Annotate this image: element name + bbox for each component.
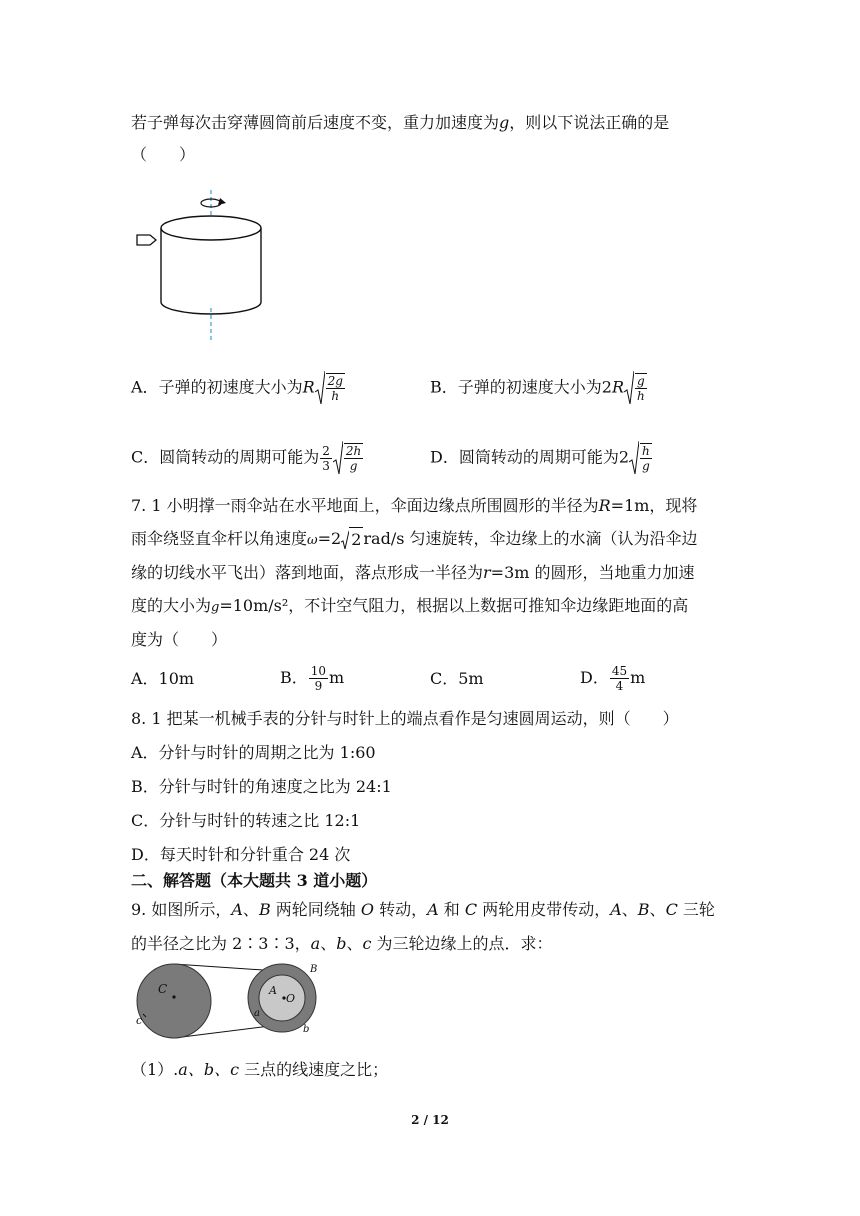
label-b: b — [303, 1024, 310, 1035]
q8-option-a: A．分针与时针的周期之比为 1:60 — [131, 743, 376, 762]
q6-option-d: D．圆筒转动的周期可能为2 $\frac{h}{g}$ — [430, 440, 653, 476]
q9-line-2: 的半径之比为 2∶3∶3，a、b、c 为三轮边缘上的点．求： — [131, 934, 553, 953]
q6-stem: 若子弹每次击穿薄圆筒前后速度不变，重力加速度为g，则以下说法正确的是 — [131, 113, 670, 132]
section-heading: 二、解答题（本大题共 3 道小题） — [131, 871, 378, 890]
q7-option-a: A．10m — [131, 669, 195, 688]
label-A: A — [269, 984, 277, 997]
q8-option-d: D．每天时针和分针重合 24 次 — [131, 845, 351, 864]
label-C: C — [158, 982, 168, 996]
wheels-figure — [132, 962, 332, 1040]
q7-line-4: 度的大小为g=10m/s²，不计空气阻力，根据以上数据可推知伞边缘距地面的高 — [131, 596, 689, 615]
q7-line-5: 度为（ ） — [131, 630, 228, 649]
q9-line-1: 9. 如图所示，A、B 两轮同绕轴 O 转动，A 和 C 两轮用皮带传动，A、B、C 三轮 — [131, 900, 715, 919]
q7-option-c: C．5m — [430, 669, 484, 688]
label-B: B — [310, 964, 318, 975]
q8-option-b: B．分针与时针的角速度之比为 24:1 — [131, 777, 392, 796]
q7-option-b: B． $\frac{10}{9}$ m — [280, 664, 345, 693]
q7-option-d: D． $\frac{45}{4}$ m — [580, 664, 646, 693]
q7-line-1: 7. 1 小明撑一雨伞站在水平地面上，伞面边缘点所围圆形的半径为R=1m，现将 — [131, 496, 698, 515]
q6-option-b: B．子弹的初速度大小为2R $\frac{g}{h}$ — [430, 370, 648, 406]
q6-paren: （ ） — [131, 145, 196, 164]
label-O: O — [286, 992, 296, 1005]
q6-option-c: C．圆筒转动的周期可能为 $\frac{2}{3}$ $\frac{2h}{g}$ — [131, 440, 364, 476]
page-number: 2 / 12 — [411, 1113, 449, 1127]
q7-line-2: 雨伞绕竖直伞杆以角速度ω=2 2 rad/s 匀速旋转，伞边缘上的水滴（认为沿伞边 — [131, 527, 698, 553]
label-a: a — [254, 1008, 260, 1019]
label-c: c — [136, 1014, 143, 1027]
cylinder-figure — [134, 190, 274, 345]
q9-sub-1: （1）.a、b、c 三点的线速度之比； — [131, 1060, 389, 1079]
q6-option-a: A．子弹的初速度大小为R $\frac{2g}{h}$ — [131, 370, 346, 406]
q7-line-3: 缘的切线水平飞出）落到地面，落点形成一半径为r=3m 的圆形，当地重力加速 — [131, 563, 695, 582]
q8-option-c: C．分针与时针的转速之比 12:1 — [131, 811, 361, 830]
q8-stem: 8. 1 把某一机械手表的分针与时针上的端点看作是匀速圆周运动，则（ ） — [131, 709, 679, 728]
